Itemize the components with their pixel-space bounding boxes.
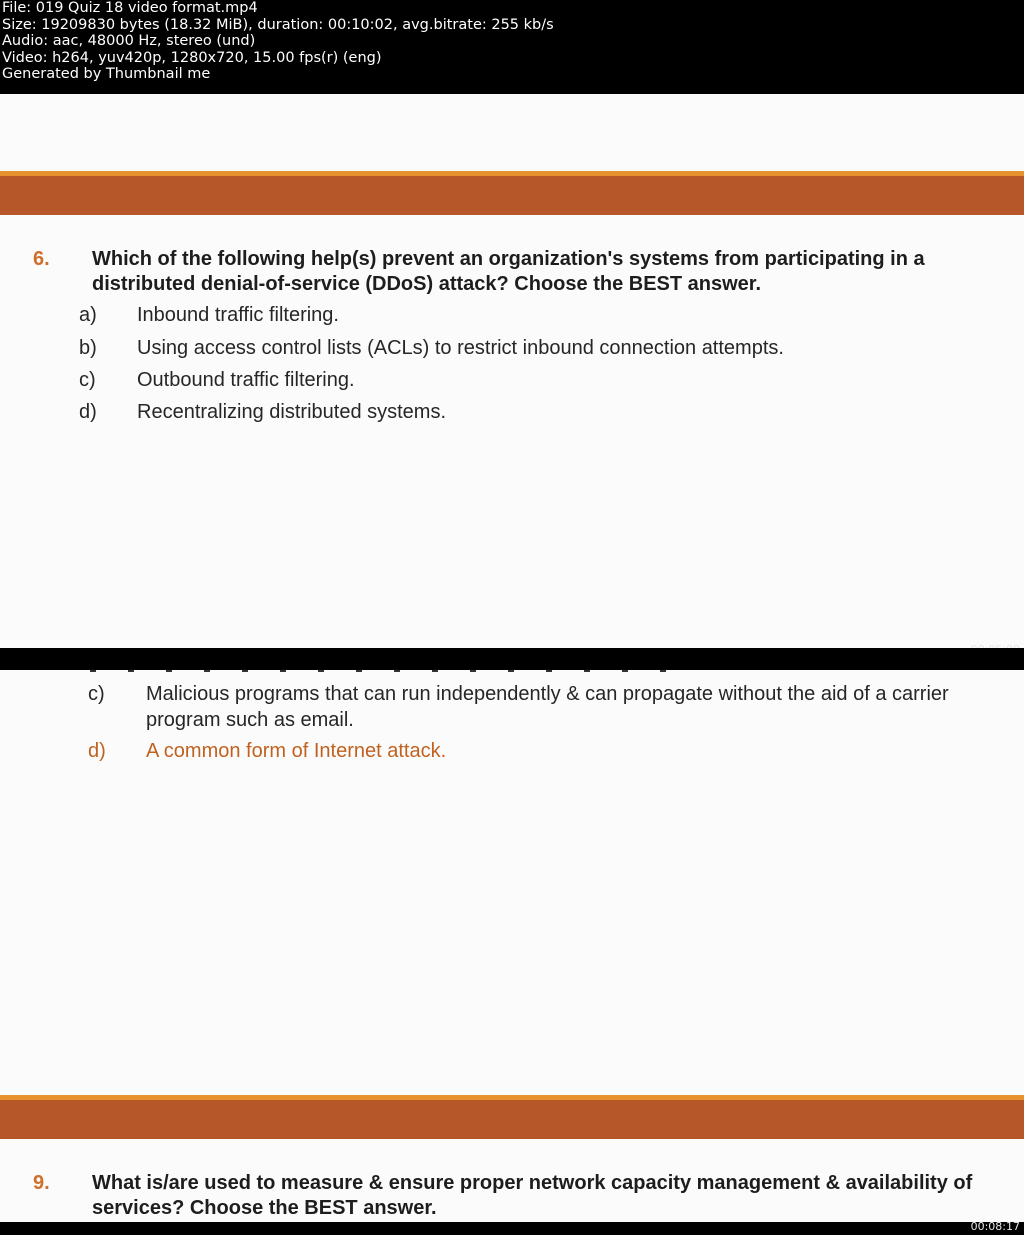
video-frame-2 [0, 670, 1024, 1222]
size-info-line: Size: 19209830 bytes (18.32 MiB), duration: 00:10:02, avg.bitrate: 255 kb/s [2, 16, 554, 33]
option-d-letter: d) [79, 401, 97, 423]
option-d-text-highlighted: A common form of Internet attack. [146, 740, 447, 762]
question-text: Which of the following help(s) prevent an organization's systems from participating in a distributed denial-of-service (DDoS) attack? Choose the BEST answer. [92, 248, 925, 295]
option-a-text: Inbound traffic filtering. [137, 304, 339, 326]
option-d-letter: d) [88, 740, 106, 762]
clipped-text-remnant [90, 670, 690, 672]
generator-info-line: Generated by Thumbnail me [2, 66, 211, 82]
video-info-line: Video: h264, yuv420p, 1280x720, 15.00 fps(r) (eng) [2, 49, 382, 66]
file-info-header [0, 0, 1024, 94]
video-frame-1 [0, 94, 1024, 648]
file-info-line: File: 019 Quiz 18 video format.mp4 [2, 0, 258, 16]
option-b-letter: b) [79, 337, 97, 359]
slide-title-bar [0, 176, 1024, 215]
option-a-letter: a) [79, 304, 97, 326]
question-number: 9. [33, 1172, 50, 1194]
frame-timestamp: 00:08:17 [970, 1220, 1020, 1233]
question-text: What is/are used to measure & ensure proper network capacity management & availability of services? Choose the BEST answer. [92, 1172, 973, 1219]
audio-info-line: Audio: aac, 48000 Hz, stereo (und) [2, 33, 256, 49]
option-b-text: Using access control lists (ACLs) to restrict inbound connection attempts. [137, 337, 784, 359]
option-c-text: Outbound traffic filtering. [137, 369, 355, 391]
frame-separator [0, 1222, 1024, 1235]
question-number: 6. [33, 248, 50, 270]
option-c-text: Malicious programs that can run independently & can propagate without the aid of a carrier program such as email. [146, 683, 949, 731]
option-c-letter: c) [88, 683, 105, 705]
slide-title-bar [0, 1100, 1024, 1139]
frame-separator [0, 648, 1024, 670]
option-d-text: Recentralizing distributed systems. [137, 401, 447, 423]
option-c-letter: c) [79, 369, 96, 391]
